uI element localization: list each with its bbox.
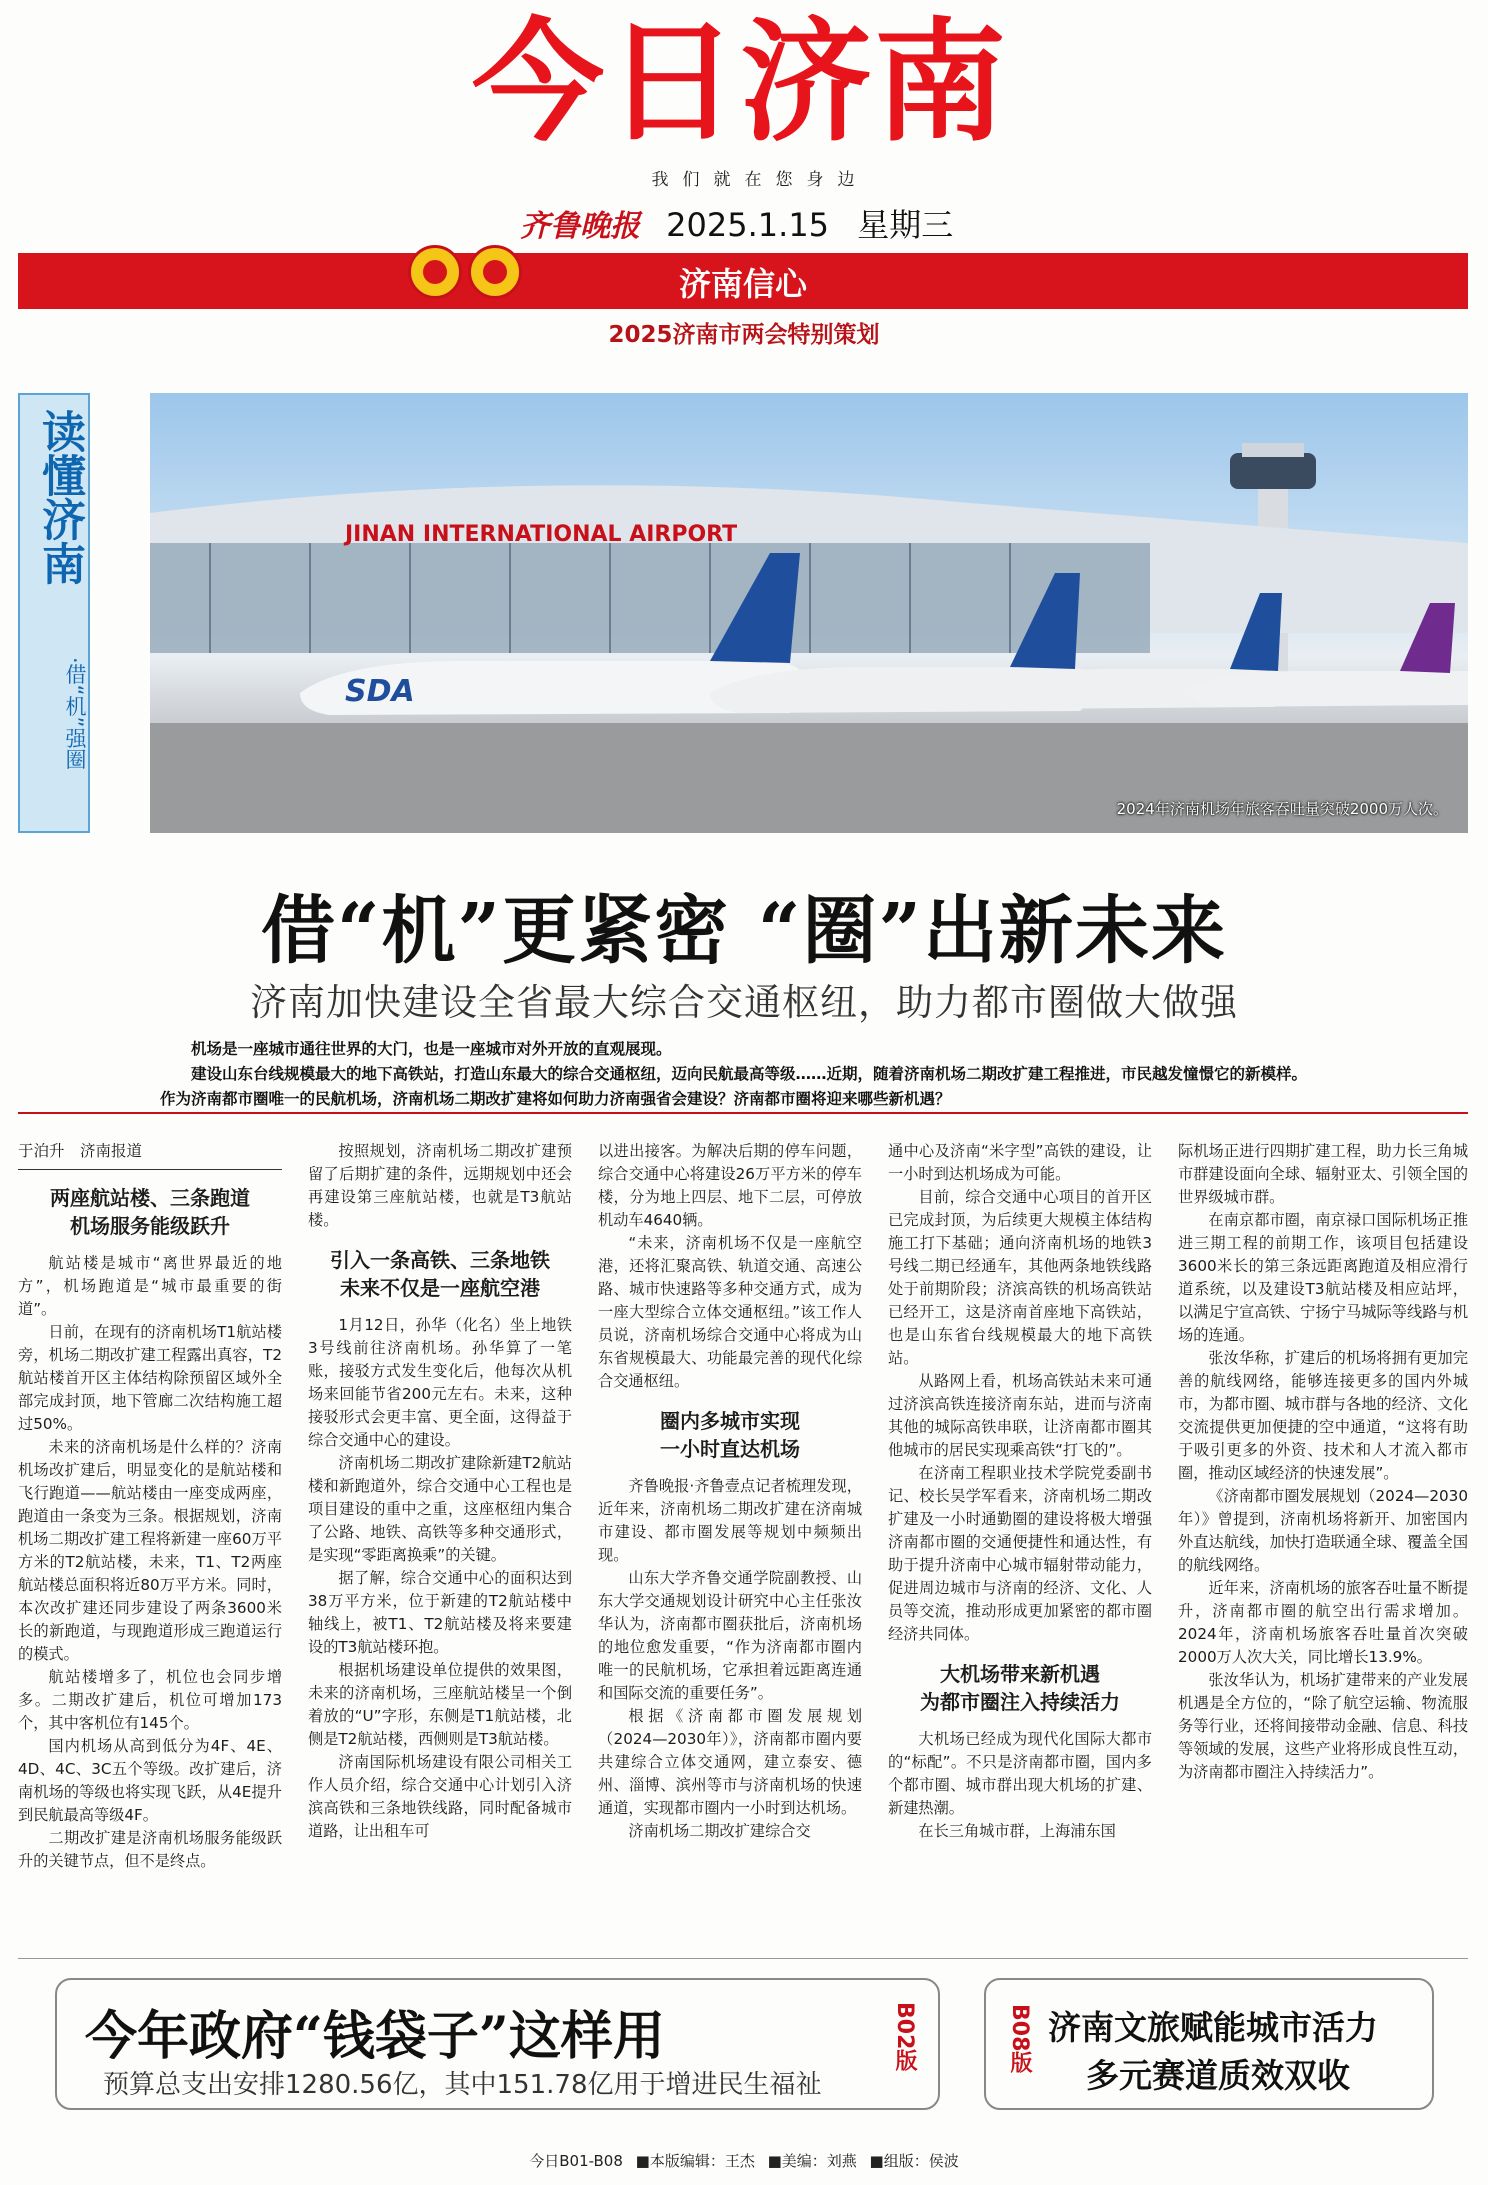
article-column-1 (18, 1140, 282, 1873)
article-column-3 (598, 1140, 862, 1843)
paragraph: 目前，综合交通中心项目的首开区已完成封顶，为后续更大规模主体结构施工打下基础；通向济南机场的地铁3号线二期已经通车，其他两条地铁线路处于前期阶段；济滨高铁的机场高铁站已经开工，这是济南首座地下高铁站，也是山东省台线规模最大的地下高铁站。 (888, 1188, 1152, 1367)
byline: 于泊升 济南报道 (18, 1140, 282, 1170)
article-column-5 (1178, 1140, 1468, 1784)
airport-illustration (150, 393, 1468, 833)
section-banner-title: 济南信心 (678, 265, 807, 303)
subheading: 大机场带来新机遇 为都市圈注入持续活力 (920, 1662, 1120, 1714)
promo-title: 今年政府“钱袋子”这样用 (85, 2006, 665, 2067)
subheading: 引入一条高铁、三条地铁 未来不仅是一座航空港 (330, 1248, 550, 1300)
paragraph: 在济南工程职业技术学院党委副书记、校长吴学军看来，济南机场二期改扩建及一小时通勤圈的建设将极大增强济南都市圈的交通便捷性和通达性，有助于提升济南中心城市辐射带动能力，促进周边城市与济南的经济、文化、人员等交流，推动形成更加紧密的都市圈经济共同体。 (888, 1464, 1152, 1643)
paragraph: 未来的济南机场是什么样的？济南机场改扩建后，明显变化的是航站楼和飞行跑道——航站楼由一座变成两座，跑道由一条变为三条。根据规划，济南机场二期改扩建工程将新建一座60万平方米的T2航站楼，未来，T1、T2两座航站楼总面积将近80万平方米。同时，本次改扩建还同步建设了两条3600米长的新跑道，与现跑道形成三跑道运行的模式。 (18, 1438, 282, 1663)
paragraph: 二期改扩建是济南机场服务能级跃升的关键节点，但不是终点。 (18, 1829, 282, 1870)
paragraph: 从路网上看，机场高铁站未来可通过济滨高铁连接济南东站，进而与济南其他的城际高铁串联，让济南都市圈其他城市的居民实现乘高铁“打飞的”。 (888, 1372, 1152, 1459)
paragraph: 济南机场二期改扩建除新建T2航站楼和新跑道外，综合交通中心工程也是项目建设的重中之重，这座枢纽内集合了公路、地铁、高铁等多种交通形式，是实现“零距离换乘”的关键。 (308, 1454, 572, 1564)
paragraph: 航站楼是城市“离世界最近的地方”，机场跑道是“城市最重要的街道”。 (18, 1254, 282, 1318)
masthead-slogan: 我们就在您身边 (651, 170, 869, 190)
paragraph: 以进出接客。为解决后期的停车问题，综合交通中心将建设26万平方米的停车楼，分为地上四层、地下二层，可停放机动车4640辆。 (598, 1142, 862, 1229)
promo-subtitle: 预算总支出安排1280.56亿，其中151.78亿用于增进民生福祉 (103, 2070, 822, 2100)
divider (18, 1958, 1468, 1959)
paragraph: 大机场已经成为现代化国际大都市的“标配”。不只是济南都市圈，国内多个都市圈、城市群出现大机场的扩建、新建热潮。 (888, 1730, 1152, 1817)
article-lead (160, 1037, 1310, 1112)
masthead-title: 今日济南 (472, 6, 1008, 160)
terminal-glass (150, 543, 1150, 653)
paragraph: 张汝华称，扩建后的机场将拥有更加完善的航线网络，能够连接更多的国内外城市，为都市圈、城市群与各地的经济、文化交流提供更加便捷的空中通道，“这将有助于吸引更多的外资、技术和人才流入都市圈，推动区域经济的快速发展”。 (1178, 1349, 1468, 1482)
paragraph: 通中心及济南“米字型”高铁的建设，让一小时到达机场成为可能。 (888, 1142, 1152, 1183)
paragraph: 据了解，综合交通中心的面积达到38万平方米，位于新建的T2航站楼中轴线上，被T1、T2航站楼及将来要建设的T3航站楼环抱。 (308, 1569, 572, 1656)
paragraph: 《济南都市圈发展规划（2024—2030年）》曾提到，济南机场将新开、加密国内外直达航线，加快打造联通全球、覆盖全国的航线网络。 (1178, 1487, 1468, 1574)
paragraph: 在长三角城市群，上海浦东国 (918, 1822, 1116, 1840)
side-banner-subtitle: ·借“机”强圈 (63, 657, 87, 770)
paragraph: 在南京都市圈，南京禄口国际机场正推进三期工程的前期工作，该项目包括建设3600米长的第三条远距离跑道及相应滑行道系统，以及建设T3航站楼及相应站坪，以满足宁宣高铁、宁扬宁马城际等线路与机场的连通。 (1178, 1211, 1468, 1344)
side-banner-title: 读懂济南 (34, 409, 85, 585)
subheading: 两座航站楼、三条跑道 机场服务能级跃升 (50, 1186, 250, 1238)
brand-logo: 齐鲁晚报 (520, 209, 640, 244)
promo-box-b02[interactable] (55, 1978, 940, 2110)
terminal-sign: JINAN INTERNATIONAL AIRPORT (345, 522, 738, 547)
paragraph: 近年来，济南机场的旅客吞吐量不断提升，济南都市圈的航空出行需求增加。2024年，济南机场旅客吞吐量首次突破2000万人次大关，同比增长13.9%。 (1178, 1579, 1468, 1666)
promo-box-b08[interactable] (984, 1978, 1434, 2110)
promo-title: 济南文旅赋能城市活力 (1048, 2008, 1378, 2047)
paragraph: 济南国际机场建设有限公司相关工作人员介绍，综合交通中心计划引入济滨高铁和三条地铁线路，同时配备城市道路，让出租车可 (308, 1753, 572, 1840)
paragraph: 按照规划，济南机场二期改扩建预留了后期扩建的条件，远期规划中还会再建设第三座航站楼，也就是T3航站楼。 (308, 1142, 572, 1229)
dateline (520, 200, 953, 246)
article-column-2 (308, 1140, 572, 1843)
paragraph: 张汝华认为，机场扩建带来的产业发展机遇是全方位的，“除了航空运输、物流服务等行业，还将间接带动金融、信息、科技等领域的发展，这些产业将形成良性互动，为济南都市圈注入持续活力”。 (1178, 1671, 1468, 1781)
paragraph: 日前，在现有的济南机场T1航站楼旁，机场二期改扩建工程露出真容，T2航站楼首开区主体结构除预留区域外全部完成封顶，地下管廊二次结构施工超过50%。 (18, 1323, 282, 1433)
paragraph: 航站楼增多了，机位也会同步增多。二期改扩建后，机位可增加173个，其中客机位有145个。 (18, 1668, 282, 1732)
article-headline: 借“机”更紧密 “圈”出新未来 (260, 888, 1228, 974)
page-footer: 今日B01-B08 ■本版编辑：王杰 ■美编：刘燕 ■组版：侯波 (529, 2152, 959, 2170)
paragraph: “未来，济南机场不仅是一座航空港，还将汇聚高铁、轨道交通、高速公路、城市快速路等多种交通方式，成为一座大型综合立体交通枢纽。”该工作人员说，济南机场综合交通中心将成为山东省规模最大、功能最完善的现代化综合交通枢纽。 (598, 1234, 862, 1390)
photo-caption: 2024年济南机场年旅客吞吐量突破2000万人次。 (1116, 800, 1448, 818)
lead-paragraph: 机场是一座城市通往世界的大门，也是一座城市对外开放的直观展现。 (191, 1040, 672, 1058)
issue-weekday: 星期三 (857, 206, 954, 244)
paragraph: 济南机场二期改扩建综合交 (628, 1822, 811, 1840)
article-deck: 济南加快建设全省最大综合交通枢纽，助力都市圈做大做强 (250, 981, 1238, 1024)
lead-paragraph: 建设山东台线规模最大的地下高铁站，打造山东最大的综合交通枢纽，迈向民航最高等级……近期，随着济南机场二期改扩建工程推进，市民越发憧憬它的新模样。作为济南都市圈唯一的民航机场，济南机场二期改扩建将如何助力济南强省会建设？济南都市圈将迎来哪些新机遇？ (160, 1065, 1308, 1108)
subheading: 圈内多城市实现 一小时直达机场 (660, 1409, 800, 1461)
paragraph: 根据《济南都市圈发展规划（2024—2030年）》，济南都市圈内要共建综合立体交通网，建立泰安、德州、淄博、滨州等市与济南机场的快速通道，实现都市圈内一小时到达机场。 (598, 1707, 862, 1817)
plane-livery-label: SDA (345, 674, 415, 709)
column-side-banner (18, 393, 90, 833)
paragraph: 根据机场建设单位提供的效果图，未来的济南机场，三座航站楼呈一个倒着放的“U”字形，东侧是T1航站楼，北侧是T2航站楼，西侧则是T3航站楼。 (308, 1661, 572, 1748)
issue-date: 2025.1.15 (666, 206, 830, 244)
airport-photo (150, 393, 1468, 833)
divider (18, 1112, 1468, 1114)
section-subtitle: 2025济南市两会特别策划 (608, 322, 880, 348)
paragraph: 1月12日，孙华（化名）坐上地铁3号线前往济南机场。孙华算了一笔账，接驳方式发生变化后，他每次从机场来回能节省200元左右。未来，这种接驳形式会更丰富、更全面，这得益于综合交通中心的建设。 (308, 1316, 572, 1449)
paragraph: 际机场正进行四期扩建工程，助力长三角城市群建设面向全球、辐射亚太、引领全国的世界级城市群。 (1178, 1142, 1468, 1206)
paragraph: 山东大学齐鲁交通学院副教授、山东大学交通规划设计研究中心主任张汝华认为，济南都市圈获批后，济南机场的地位愈发重要，“作为济南都市圈内唯一的民航机场，它承担着远距离连通和国际交流的重要任务”。 (598, 1569, 862, 1702)
tower-cab (1230, 453, 1316, 489)
paragraph: 国内机场从高到低分为4F、4E、4D、4C、3C五个等级。改扩建后，济南机场的等级也将实现飞跃，从4E提升到民航最高等级4F。 (18, 1737, 282, 1824)
paragraph: 齐鲁晚报·齐鲁壹点记者梳理发现，近年来，济南机场二期改扩建在济南城市建设、都市圈发展等规划中频频出现。 (598, 1477, 862, 1564)
promo-page-tag: B02版 (892, 2002, 917, 2072)
article-column-4 (888, 1140, 1152, 1843)
section-banner (18, 253, 1468, 309)
promo-page-tag: B08版 (1007, 2004, 1032, 2074)
promo-title: 多元赛道质效双收 (1086, 2056, 1350, 2095)
